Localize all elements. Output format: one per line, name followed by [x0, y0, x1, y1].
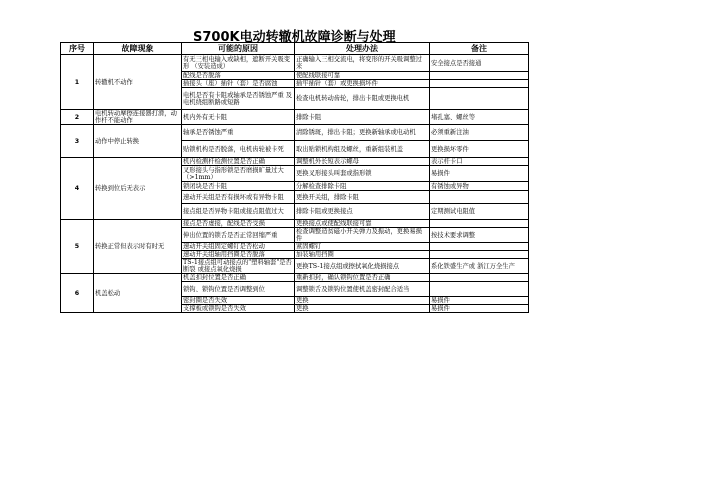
cell-fix: 检查调整造贫磁小开关弹力及振动，更换易损件: [295, 228, 430, 243]
cell-cause: 速动开关组是否有损坏或有异物卡阻: [182, 191, 295, 204]
group-number: 3: [61, 125, 94, 158]
cell-cause: 配线是否脱落: [182, 72, 295, 80]
cell-note: 易损件: [430, 297, 529, 305]
cell-fix: 分解检查排除卡阻: [295, 182, 430, 191]
cell-note: 易损件: [430, 305, 529, 313]
cell-fix: 使配线联接可靠: [295, 72, 430, 80]
cell-fix: 加装轴用挡圈: [295, 251, 430, 259]
table-row: [61, 274, 529, 282]
cell-fix: 更换叉形接头叫套或指形锁: [295, 166, 430, 182]
cell-note: 按技术要求调整: [430, 228, 529, 243]
table-row: [61, 158, 529, 166]
table-row: [61, 55, 529, 72]
cell-note: 定期测试电阻值: [430, 204, 529, 220]
table-row: [61, 125, 529, 141]
cell-cause: 密封圈是否失效: [182, 297, 295, 305]
fault-symptom: 机盖松动: [94, 274, 182, 313]
fault-symptom: 转换正常但表示时有时无: [94, 220, 182, 274]
fault-symptom: 电机转动摩擦连接器打滑，动作杆不能动作: [94, 110, 182, 125]
cell-fix: 取出贴锁机构组及螺丝，重新组装机盖: [295, 141, 430, 158]
group-number: 2: [61, 110, 94, 125]
cell-cause: 机内外有无卡阻: [182, 110, 295, 125]
header-note: 备注: [430, 43, 529, 55]
cell-fix: 检查电机转动齿轮，排出卡阻或更换电机: [295, 88, 430, 110]
cell-cause: 锁闭块是否卡阻: [182, 182, 295, 191]
table-body: [61, 55, 529, 313]
cell-fix: 更换TS-1接点组或擦拭氧化烧损接点: [295, 259, 430, 274]
cell-note: [430, 220, 529, 228]
cell-cause: 有无三相电输入或缺相，遮断开关吸变形 （安装造成）: [182, 55, 295, 72]
fault-symptom: 转辙机不动作: [94, 55, 182, 110]
cell-cause: 速动开关组固定螺钉是否松动: [182, 243, 295, 251]
cell-fix: 更换: [295, 305, 430, 313]
cell-cause: 机内检测杆检测位置是否正确: [182, 158, 295, 166]
cell-note: 易损件: [430, 166, 529, 182]
cell-cause: 锁钩、锁钩位置是否调整到位: [182, 282, 295, 297]
cell-fix: 排除卡阻或更换接点: [295, 204, 430, 220]
cell-fix: 更换开关组，排除卡阻: [295, 191, 430, 204]
cell-note: [430, 80, 529, 88]
cell-fix: 清除锈斑，排出卡阻；更换新轴承或电动机: [295, 125, 430, 141]
cell-cause: 伸出位置的锁舌是否正常回缩严重: [182, 228, 295, 243]
group-number: 4: [61, 158, 94, 220]
cell-cause: 接点组是否异物卡阻或接点阻值过大: [182, 204, 295, 220]
header-index: 序号: [61, 43, 94, 55]
cell-fix: 插牢插针（套）或更换损坏件: [295, 80, 430, 88]
group-number: 5: [61, 220, 94, 274]
cell-cause: 接点是否虚接，配线是否受损: [182, 220, 295, 228]
cell-cause: 支撑板或锁钩是否失效: [182, 305, 295, 313]
cell-cause: 叉形接头与指形锁是否磨损旷量过大（>1mm）: [182, 166, 295, 182]
cell-fix: 调整锁舌及锁钩位置使机盖密封配合适当: [295, 282, 430, 297]
fault-symptom: 动作中停止转换: [94, 125, 182, 158]
header-cause: 可能的原因: [182, 43, 295, 55]
cell-note: [430, 251, 529, 259]
cell-cause: TS-1接点组可动接点的"塑料轴套"是否断裂 或接点氧化烧损: [182, 259, 295, 274]
cell-note: [430, 243, 529, 251]
cell-cause: 轴承是否锈蚀严重: [182, 125, 295, 141]
cell-cause: 贴锁机构是否脱落，电机齿轮被卡死: [182, 141, 295, 158]
header-symptom: 故障现象: [94, 43, 182, 55]
cell-note: [430, 282, 529, 297]
cell-fix: 排除卡阻: [295, 110, 430, 125]
header-fix: 处理办法: [295, 43, 430, 55]
page-title: S700K电动转辙机故障诊断与处理: [193, 30, 396, 45]
header-row: [61, 43, 529, 55]
cell-note: 必须重新注油: [430, 125, 529, 141]
cell-fix: 更换: [295, 297, 430, 305]
cell-note: 堵孔塞、螺丝等: [430, 110, 529, 125]
cell-note: [430, 72, 529, 80]
cell-cause: 电机是否有卡阻或轴承是否锈蚀严重 及电机绕组断路或短路: [182, 88, 295, 110]
cell-fix: 正确输入三相交流电，将变形的开关吸调整过来: [295, 55, 430, 72]
cell-note: [430, 191, 529, 204]
cell-note: 安全接点是否接通: [430, 55, 529, 72]
cell-note: 表示杆卡口: [430, 158, 529, 166]
cell-fix: 更换接点或使配线联接可靠: [295, 220, 430, 228]
cell-note: 系化铁盛生产或 浙江万全生产: [430, 259, 529, 274]
cell-cause: 插接头（座）插针（套）是否腐蚀: [182, 80, 295, 88]
fault-symptom: 转换到位后无表示: [94, 158, 182, 220]
cell-fix: 重新扣封，确认锁钩位置是否正确: [295, 274, 430, 282]
cell-note: [430, 274, 529, 282]
cell-fix: 调整机外长短表示螺母: [295, 158, 430, 166]
table-row: [61, 110, 529, 125]
fault-table: [60, 42, 529, 313]
cell-cause: 速动开关组轴用挡圈是否脱落: [182, 251, 295, 259]
table-row: [61, 220, 529, 228]
cell-fix: 紧固螺钉: [295, 243, 430, 251]
cell-cause: 机盖扣封位置是否正确: [182, 274, 295, 282]
group-number: 1: [61, 55, 94, 110]
group-number: 6: [61, 274, 94, 313]
cell-note: [430, 88, 529, 110]
cell-note: 更换损坏零件: [430, 141, 529, 158]
cell-note: 有锈蚀或异物: [430, 182, 529, 191]
